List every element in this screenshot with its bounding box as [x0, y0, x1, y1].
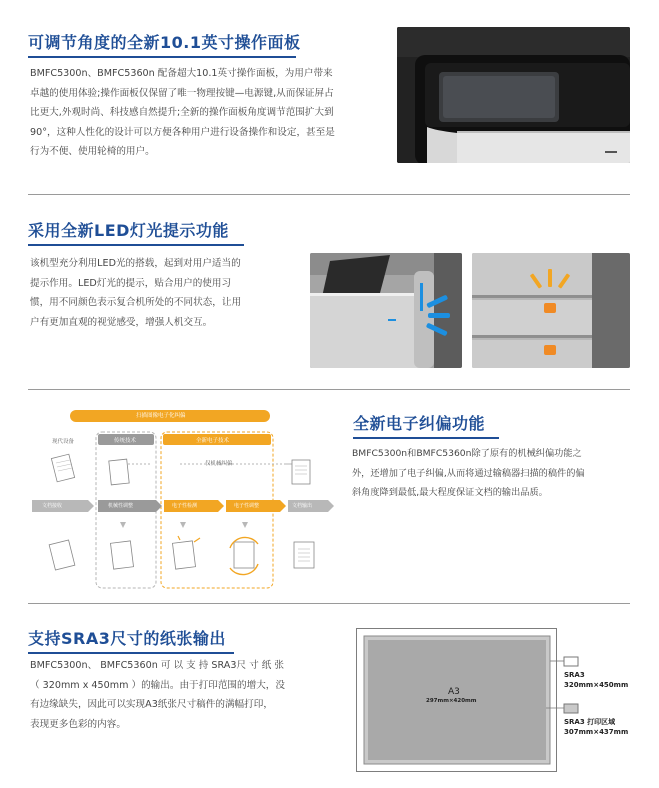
sra3-diagram: [356, 628, 630, 772]
section3-title-text: 全新电子纠偏功能: [353, 414, 486, 433]
section4-line: 表现更多色彩的内容。: [30, 718, 126, 730]
skew-mechanical-only: 仅机械纠偏: [205, 461, 233, 467]
sra3-diagram-graphics: [356, 628, 630, 772]
divider-3: [28, 603, 630, 604]
section3-title: [353, 411, 485, 434]
skew-col-new: 全新电子技术: [196, 438, 230, 444]
section1-line: BMFC5300n、BMFC5360n 配备超大10.1英寸操作面板，为用户带来: [30, 68, 333, 79]
section1-line: 比更大,外观时尚、科技感自然提升;全新的操作面板角度调节范围扩大到: [30, 107, 334, 118]
section2-body: [30, 254, 290, 332]
section4-line: （ 320mm x 450mm ）的输出。由于打印范围的增大，没: [30, 679, 285, 691]
sra3-print-area-label: [564, 717, 628, 737]
skew-diagram-title: 扫描图像电子化纠偏: [136, 413, 186, 419]
section4-line: 有边缘缺失，因此可以实现A3纸张尺寸稿件的满幅打印，: [30, 699, 273, 710]
led-orange-photo: [472, 253, 630, 368]
a3-name: A3: [448, 687, 460, 697]
section3-title-underline: [353, 437, 499, 439]
skew-col-traditional: 传统技术: [114, 438, 137, 444]
section3-body: [352, 444, 634, 503]
skew-step-4: 电子性调整: [234, 503, 260, 509]
skew-step-5: 文档输出: [292, 503, 313, 509]
section2-line: 惯，用不同颜色表示复合机所处的不同状态，让用: [30, 297, 242, 308]
control-panel-photo: [397, 27, 630, 163]
section4-title-text: 支持SRA3尺寸的纸张输出: [28, 629, 226, 648]
section3-line: BMFC5300n和BMFC5360n除了原有的机械纠偏功能之: [352, 448, 582, 459]
section4-body: [30, 656, 320, 734]
skew-col-current: 现代设备: [52, 439, 75, 445]
sra3-name: SRA3: [564, 671, 585, 679]
section1-title-text: 可调节角度的全新10.1英寸操作面板: [28, 33, 301, 52]
section1-body: [30, 64, 382, 162]
section1-title: [28, 30, 300, 53]
control-panel-illustration: [397, 27, 630, 163]
section2-line: 户有更加直观的视觉感受，增强人机交互。: [30, 316, 213, 328]
skew-diagram-graphics: [30, 408, 336, 594]
section4-line: BMFC5300n、 BMFC5360n 可 以 支 持 SRA3尺 寸 纸 张: [30, 660, 284, 671]
a3-size: 297mm×420mm: [426, 698, 477, 704]
section2-title: [28, 218, 229, 241]
section4-title-underline: [28, 652, 234, 654]
skew-step-2: 机械性调整: [108, 503, 134, 509]
section2-line: 提示作用。LED灯光的提示，贴合用户的使用习: [30, 277, 232, 289]
skew-step-1: 文档接收: [42, 503, 63, 509]
divider-2: [28, 389, 630, 390]
sra3-print-area-size: 307mm×437mm: [564, 728, 629, 736]
section2-line: 该机型充分利用LED光的搭载，起到对用户适当的: [30, 258, 241, 269]
led-blue-photo: [310, 253, 462, 368]
section1-title-underline: [28, 56, 296, 58]
section3-line: 外，还增加了电子纠偏,从而将通过输稿器扫描的稿件的偏: [352, 467, 585, 479]
led-blue-illustration: [310, 253, 462, 368]
skew-step-3: 电子性检测: [172, 503, 198, 509]
section4-title: [28, 626, 226, 649]
sra3-print-area-name: SRA3 打印区域: [564, 718, 616, 726]
section3-line: 斜角度降到最低,最大程度保证文档的输出品质。: [352, 487, 548, 498]
divider-1: [28, 194, 630, 195]
led-orange-illustration: [472, 253, 630, 368]
skew-correction-diagram: [30, 408, 336, 594]
sra3-size: 320mm×450mm: [564, 681, 629, 689]
section1-line: 90°，这种人性化的设计可以方便各种用户进行设备操作和设定，甚至是: [30, 126, 335, 138]
section1-line: 行为不便、使用轮椅的用户。: [30, 146, 155, 157]
sra3-label: [564, 670, 628, 690]
section1-line: 卓越的使用体验;操作面板仅保留了唯一物理按键—电源键,从而保证屏占: [30, 87, 334, 99]
section2-title-underline: [28, 244, 244, 246]
section2-title-text: 采用全新LED灯光提示功能: [28, 221, 229, 240]
